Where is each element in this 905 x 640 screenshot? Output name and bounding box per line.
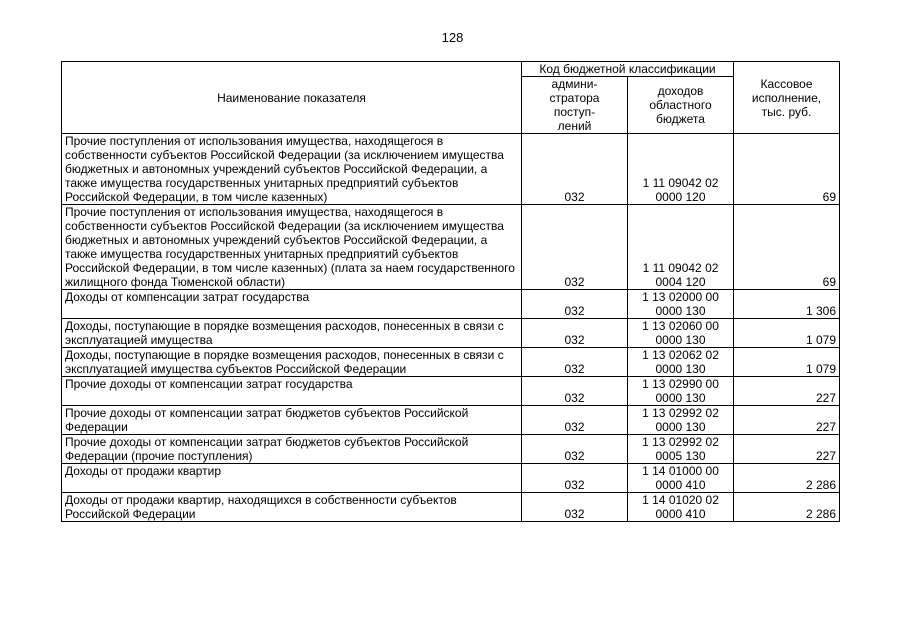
- row-amount: 1 306: [734, 290, 840, 319]
- row-administrator-code: 032: [522, 377, 628, 406]
- row-amount: 227: [734, 406, 840, 435]
- header-budget-code-group: Код бюджетной классификации: [522, 62, 734, 77]
- table-row: [62, 348, 840, 377]
- row-income-code: 1 13 02992 02 0005 130: [628, 435, 734, 464]
- table-row: [62, 134, 840, 205]
- table-row: [62, 464, 840, 493]
- row-administrator-code: 032: [522, 348, 628, 377]
- page-number: 128: [441, 30, 464, 45]
- row-income-code: 1 13 02990 00 0000 130: [628, 377, 734, 406]
- row-income-code: 1 13 02992 02 0000 130: [628, 406, 734, 435]
- row-amount: 1 079: [734, 348, 840, 377]
- row-administrator-code: 032: [522, 290, 628, 319]
- row-amount: 1 079: [734, 319, 840, 348]
- row-income-code: 1 14 01020 02 0000 410: [628, 493, 734, 522]
- table-header: [62, 62, 840, 134]
- table-row: [62, 377, 840, 406]
- row-amount: 227: [734, 435, 840, 464]
- row-administrator-code: 032: [522, 493, 628, 522]
- row-income-code: 1 11 09042 02 0004 120: [628, 205, 734, 290]
- table-row: [62, 205, 840, 290]
- table-row: [62, 493, 840, 522]
- header-name: Наименование показателя: [62, 62, 522, 134]
- row-name: Доходы от компенсации затрат государства: [62, 290, 522, 319]
- table-row: [62, 406, 840, 435]
- row-administrator-code: 032: [522, 406, 628, 435]
- row-administrator-code: 032: [522, 435, 628, 464]
- row-name: Доходы от продажи квартир, находящихся в собственности субъектов Российской Федерации: [62, 493, 522, 522]
- row-income-code: 1 13 02000 00 0000 130: [628, 290, 734, 319]
- row-name: Прочие доходы от компенсации затрат бюджетов субъектов Российской Федерации: [62, 406, 522, 435]
- header-administrator: админи- стратора поступ- лений: [522, 77, 628, 134]
- row-amount: 2 286: [734, 493, 840, 522]
- row-amount: 69: [734, 205, 840, 290]
- row-name: Прочие доходы от компенсации затрат бюджетов субъектов Российской Федерации (прочие поступления): [62, 435, 522, 464]
- row-administrator-code: 032: [522, 134, 628, 205]
- row-name: Доходы, поступающие в порядке возмещения расходов, понесенных в связи с эксплуатацией имущества: [62, 319, 522, 348]
- row-amount: 69: [734, 134, 840, 205]
- row-administrator-code: 032: [522, 205, 628, 290]
- row-name: Прочие доходы от компенсации затрат государства: [62, 377, 522, 406]
- table-row: [62, 290, 840, 319]
- row-income-code: 1 13 02062 02 0000 130: [628, 348, 734, 377]
- row-administrator-code: 032: [522, 464, 628, 493]
- row-amount: 227: [734, 377, 840, 406]
- row-name: Доходы от продажи квартир: [62, 464, 522, 493]
- table-body: [62, 134, 840, 522]
- table-row: [62, 435, 840, 464]
- row-name: Прочие поступления от использования имущества, находящегося в собственности субъектов Российской Федерации (за исключением имущества бюджетных и автономных учреждений субъектов Российской Федерации, а также имущества государственных унитарных предприятий субъектов Российской Федерации, в том числе казенных): [62, 134, 522, 205]
- header-execution: Кассовое исполнение, тыс. руб.: [734, 62, 840, 134]
- row-income-code: 1 13 02060 00 0000 130: [628, 319, 734, 348]
- row-amount: 2 286: [734, 464, 840, 493]
- row-income-code: 1 14 01000 00 0000 410: [628, 464, 734, 493]
- income-table: [61, 61, 840, 522]
- row-name: Прочие поступления от использования имущества, находящегося в собственности субъектов Российской Федерации (за исключением имущества бюджетных и автономных учреждений субъектов Российской Федерации, а также имущества государственных унитарных предприятий субъектов Российской Федерации, в том числе казенных) (плата за наем государственного жилищного фонда Тюменской области): [62, 205, 522, 290]
- row-administrator-code: 032: [522, 319, 628, 348]
- header-income-code: доходов областного бюджета: [628, 77, 734, 134]
- row-name: Доходы, поступающие в порядке возмещения расходов, понесенных в связи с эксплуатацией имущества субъектов Российской Федерации: [62, 348, 522, 377]
- table-row: [62, 319, 840, 348]
- row-income-code: 1 11 09042 02 0000 120: [628, 134, 734, 205]
- header-row-1: [62, 62, 840, 77]
